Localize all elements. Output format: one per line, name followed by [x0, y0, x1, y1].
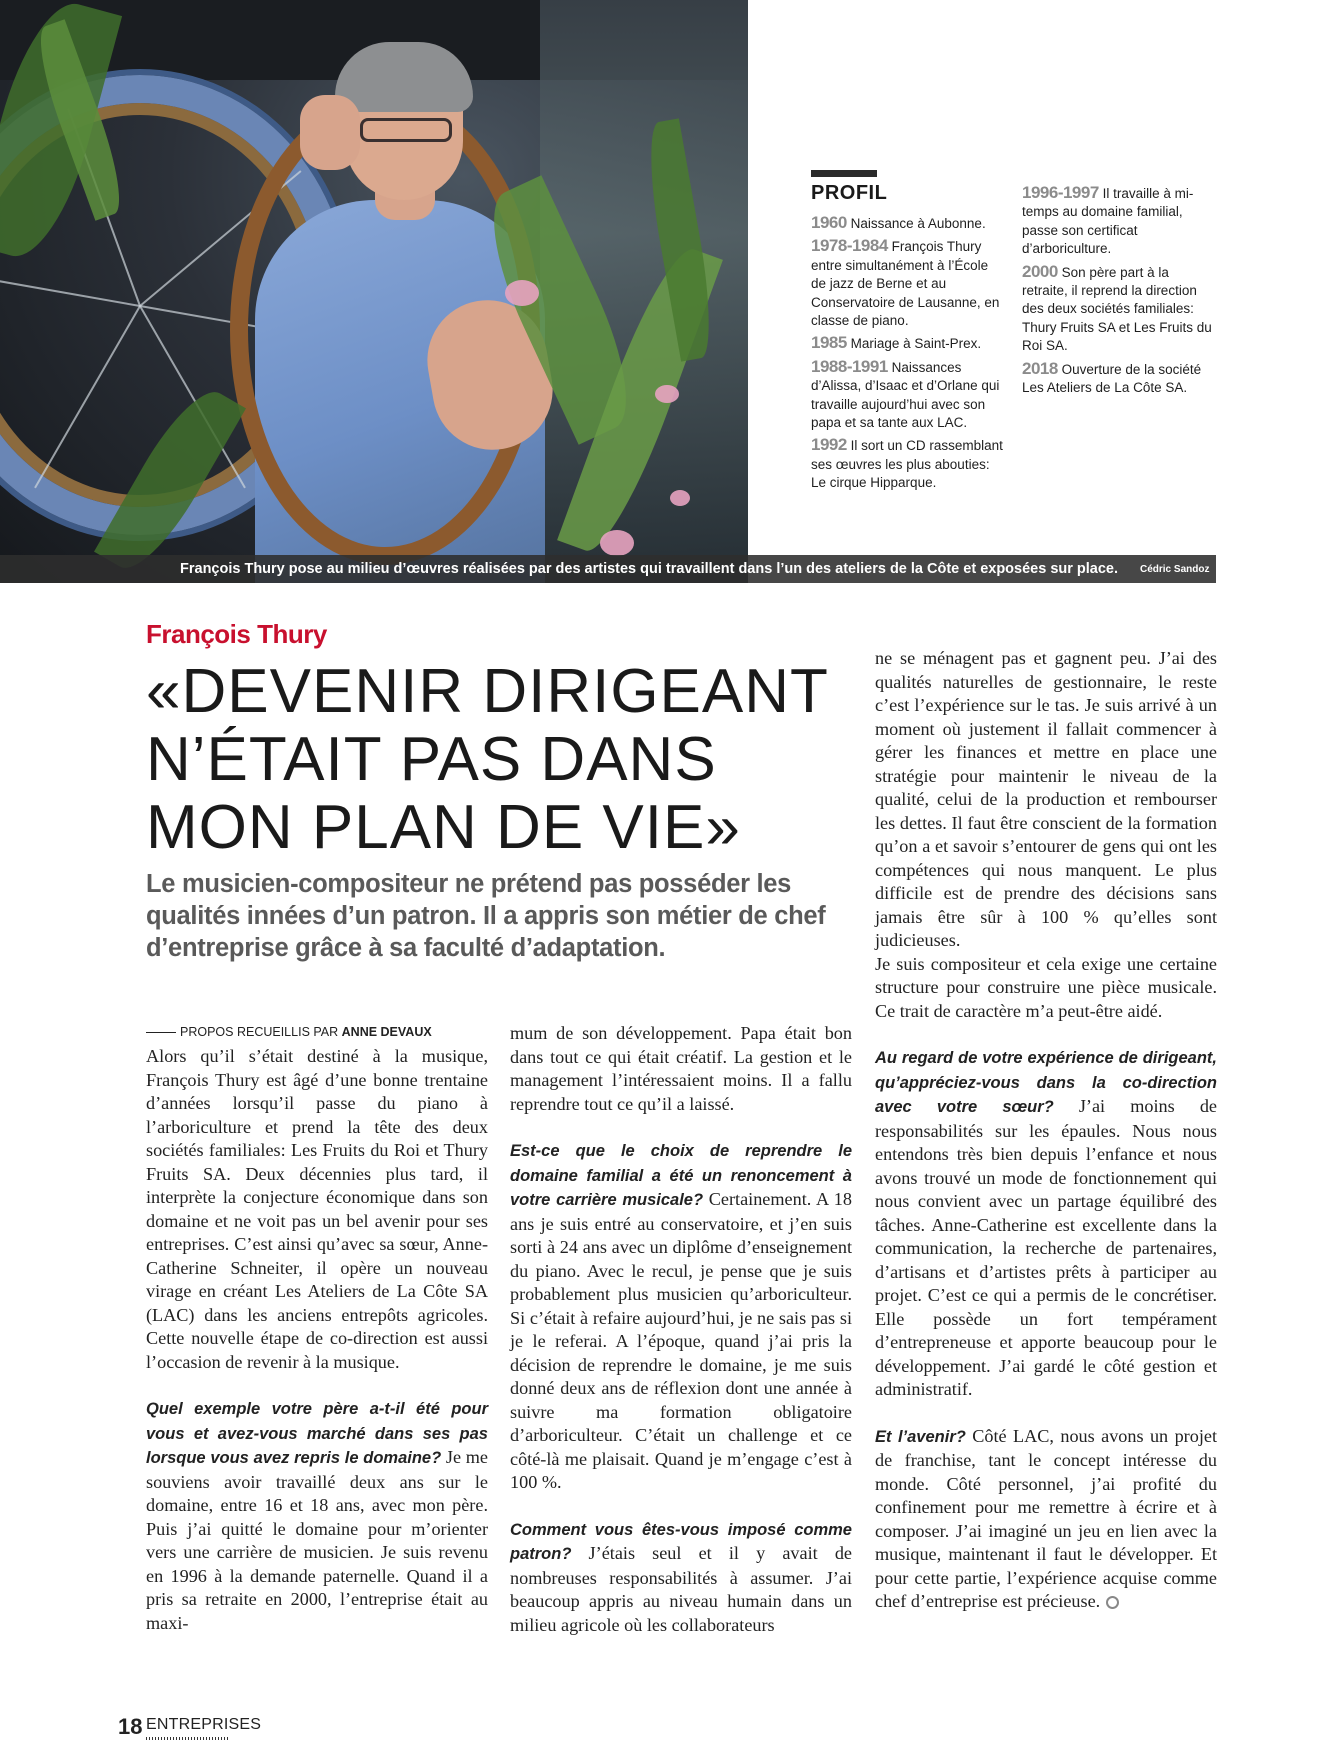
profil-title: PROFIL [811, 182, 888, 204]
qa-paragraph [146, 1397, 488, 1635]
qa-paragraph [875, 1425, 1217, 1614]
article-intro: Alors qu’il s’était destiné à la musique, François Thury est âgé d’une bonne trentaine d’années lorsqu’il passe du piano à l’arboriculture et prend la tête des deux sociétés familiales: Les Fruits du Roi et Thury Fruits SA. Deux décennies plus tard, il interprète la conjecture économique dans son domaine et ne voit pas un bel avenir pour ses entreprises. C’est ainsi qu’avec sa sœur, Anne-Catherine Schneiter, il opère un nouveau virage en créant Les Ateliers de La Côte SA (LAC) dans les anciens entrepôts agricoles. Cette nouvelle étape de co-direction est aussi l’occasion de revenir à la musique. [146, 1046, 488, 1372]
answer-continued: ne se ménagent pas et gagnent peu. J’ai des qualités naturelles de gestionnaire, le reste c’est l’expérience sur le tas. Je suis arrivé à un moment où justement il fallait commencer à gérer les finances et mettre en place une stratégie pour maintenir le niveau de la qualité, celui de la production et rembourser les dettes. Il faut être conscient de la formation qu’on a et savoir s’entourer de gens qui ont les compétences qui nous manquent. Le plus difficile est de prendre des décisions sans jamais être sûr à 100 % qu’elles sont judicieuses. [875, 648, 1217, 950]
article-headline: «DEVENIR DIRIGEANT N’ÉTAIT PAS DANS MON PLAN DE VIE» [146, 657, 828, 862]
feature-photo [0, 0, 748, 583]
question: Au regard de votre expérience de dirigeant, qu’appréciez-vous dans la co-direction avec votre sœur? [875, 1049, 1217, 1116]
byline: PROPOS RECUEILLIS PAR ANNE DEVAUX [146, 1025, 432, 1039]
profil-entry: 1978-1984 François Thury entre simultanément à l’École de jazz de Berne et au Conservatoire de Lausanne, en classe de piano. [811, 236, 1000, 329]
answer-continued: mum de son développement. Papa était bon dans tout ce qui était créatif. La gestion et le management l’intéressaient moins. Il a fallu reprendre tout ce qu’il a laissé. [510, 1023, 852, 1114]
qa-paragraph [510, 1518, 852, 1638]
answer: J’étais seul et il y avait de nombreuses responsabilités à assumer. J’ai beaucoup appris au niveau humain dans un milieu agricole où les collaborateurs [510, 1543, 852, 1635]
qa-paragraph [875, 1046, 1217, 1402]
profil-bar [811, 170, 877, 177]
profil-entry: 2000 Son père part à la retraite, il reprend la direction des deux sociétés familiales: Thury Fruits SA et Les Fruits du Roi SA. [1022, 261, 1212, 354]
article-column-1 [146, 1045, 488, 1635]
profil-entry: 1992 Il sort un CD rassemblant ses œuvres les plus abouties: Le cirque Hipparque. [811, 435, 1003, 491]
photo-credit: Cédric Sandoz [1140, 564, 1210, 575]
qa-paragraph [510, 1139, 852, 1495]
profil-entry: 1960 Naissance à Aubonne. [811, 213, 986, 232]
answer: J’ai moins de responsabilités sur les épaules. Nous nous entendons très bien depuis l’enfance et nous avons trouvé un mode de fonctionnement qui nous convient avec un partage équilibré des tâches. Anne-Catherine est excellente dans la communication, la recherche de partenaires, d’artisans et d’artistes prêts à participer au projet. C’est ce qui a permis de le concrétiser. Elle possède un fort tempérament d’entrepreneuse et apporte beaucoup pour le développement. J’ai gardé le côté gestion et administratif. [875, 1096, 1217, 1399]
profil-entry: 2018 Ouverture de la société Les Ateliers de La Côte SA. [1022, 358, 1202, 396]
section-rule [146, 1737, 228, 1740]
profil-column-a [811, 214, 1006, 497]
question: Quel exemple votre père a-t-il été pour vous et avez-vous marché dans ses pas lorsque vous avez repris le domaine? [146, 1400, 488, 1467]
profil-entry: 1985 Mariage à Saint-Prex. [811, 333, 982, 353]
question: Et l’avenir? [875, 1427, 966, 1446]
answer: Certainement. A 18 ans je suis entré au conservatoire, et j’en suis sorti à 24 ans avec un diplôme d’enseignement du piano. Avec le recul, je pense que je suis probablement plus musicien qu’arboriculteur. Si c’était à refaire aujourd’hui, je ne sais pas si je le referai. A l’époque, quand j’ai pris la décision de reprendre le domaine, je me suis donné deux ans de réflexion dont une année à suivre ma formation obligatoire d’arboriculteur. C’était un challenge et ce côté-là me plaisait. Quand je m’engage c’est à 100 %. [510, 1189, 852, 1492]
section-name: ENTREPRISES [146, 1716, 262, 1733]
end-mark-icon [1106, 1596, 1119, 1609]
profil-column-b [1022, 184, 1217, 401]
answer-paragraph: Je suis compositeur et cela exige une certaine structure pour construire une pièce musicale. Ce trait de caractère m’a peut-être aidé. [875, 953, 1217, 1021]
byline-author: ANNE DEVAUX [341, 1025, 432, 1039]
article-kicker: François Thury [146, 619, 327, 649]
question: Est-ce que le choix de reprendre le domaine familial a été un renoncement à votre carrière musicale? [510, 1142, 852, 1209]
question: Comment vous êtes-vous imposé comme patron? [510, 1520, 852, 1563]
answer: Je me souviens avoir travaillé deux ans sur le domaine, entre 16 et 18 ans, avec mon père. Puis j’ai quitté le domaine pour m’orienter vers une carrière de musicien. Je suis revenu en 1996 à la demande paternelle. Quand il a pris sa retraite en 2000, l’entreprise était au maxi- [146, 1447, 488, 1633]
photo-caption: François Thury pose au milieu d’œuvres réalisées par des artistes qui travaillent dans l’un des ateliers de la Côte et exposées sur place. [180, 561, 1119, 577]
profil-entry: 1988-1991 Naissances d’Alissa, d’Isaac et d’Orlane qui travaille aujourd’hui avec son papa et sa tante aux LAC. [811, 356, 1000, 431]
answer: Côté LAC, nous avons un projet de franchise, tant le concept intéresse du monde. Côté personnel, j’ai profité du confinement pour me remettre à écrire et à composer. J’ai imaginé un jeu en lien avec la musique, maintenant il faut le développer. Et pour cette partie, l’expérience acquise comme chef d’entreprise est précieuse. [875, 1425, 1217, 1611]
article-column-2 [510, 1022, 852, 1637]
profil-entry: 1996-1997 Il travaille à mi-temps au domaine familial, passe son certificat d’arboriculture. [1022, 183, 1194, 257]
page-number: 18 [118, 1714, 143, 1739]
article-column-3 [875, 647, 1217, 1614]
article-lede: Le musicien-compositeur ne prétend pas posséder les qualités innées d’un patron. Il a appris son métier de chef d’entreprise grâce à sa faculté d’adaptation. [146, 870, 826, 962]
